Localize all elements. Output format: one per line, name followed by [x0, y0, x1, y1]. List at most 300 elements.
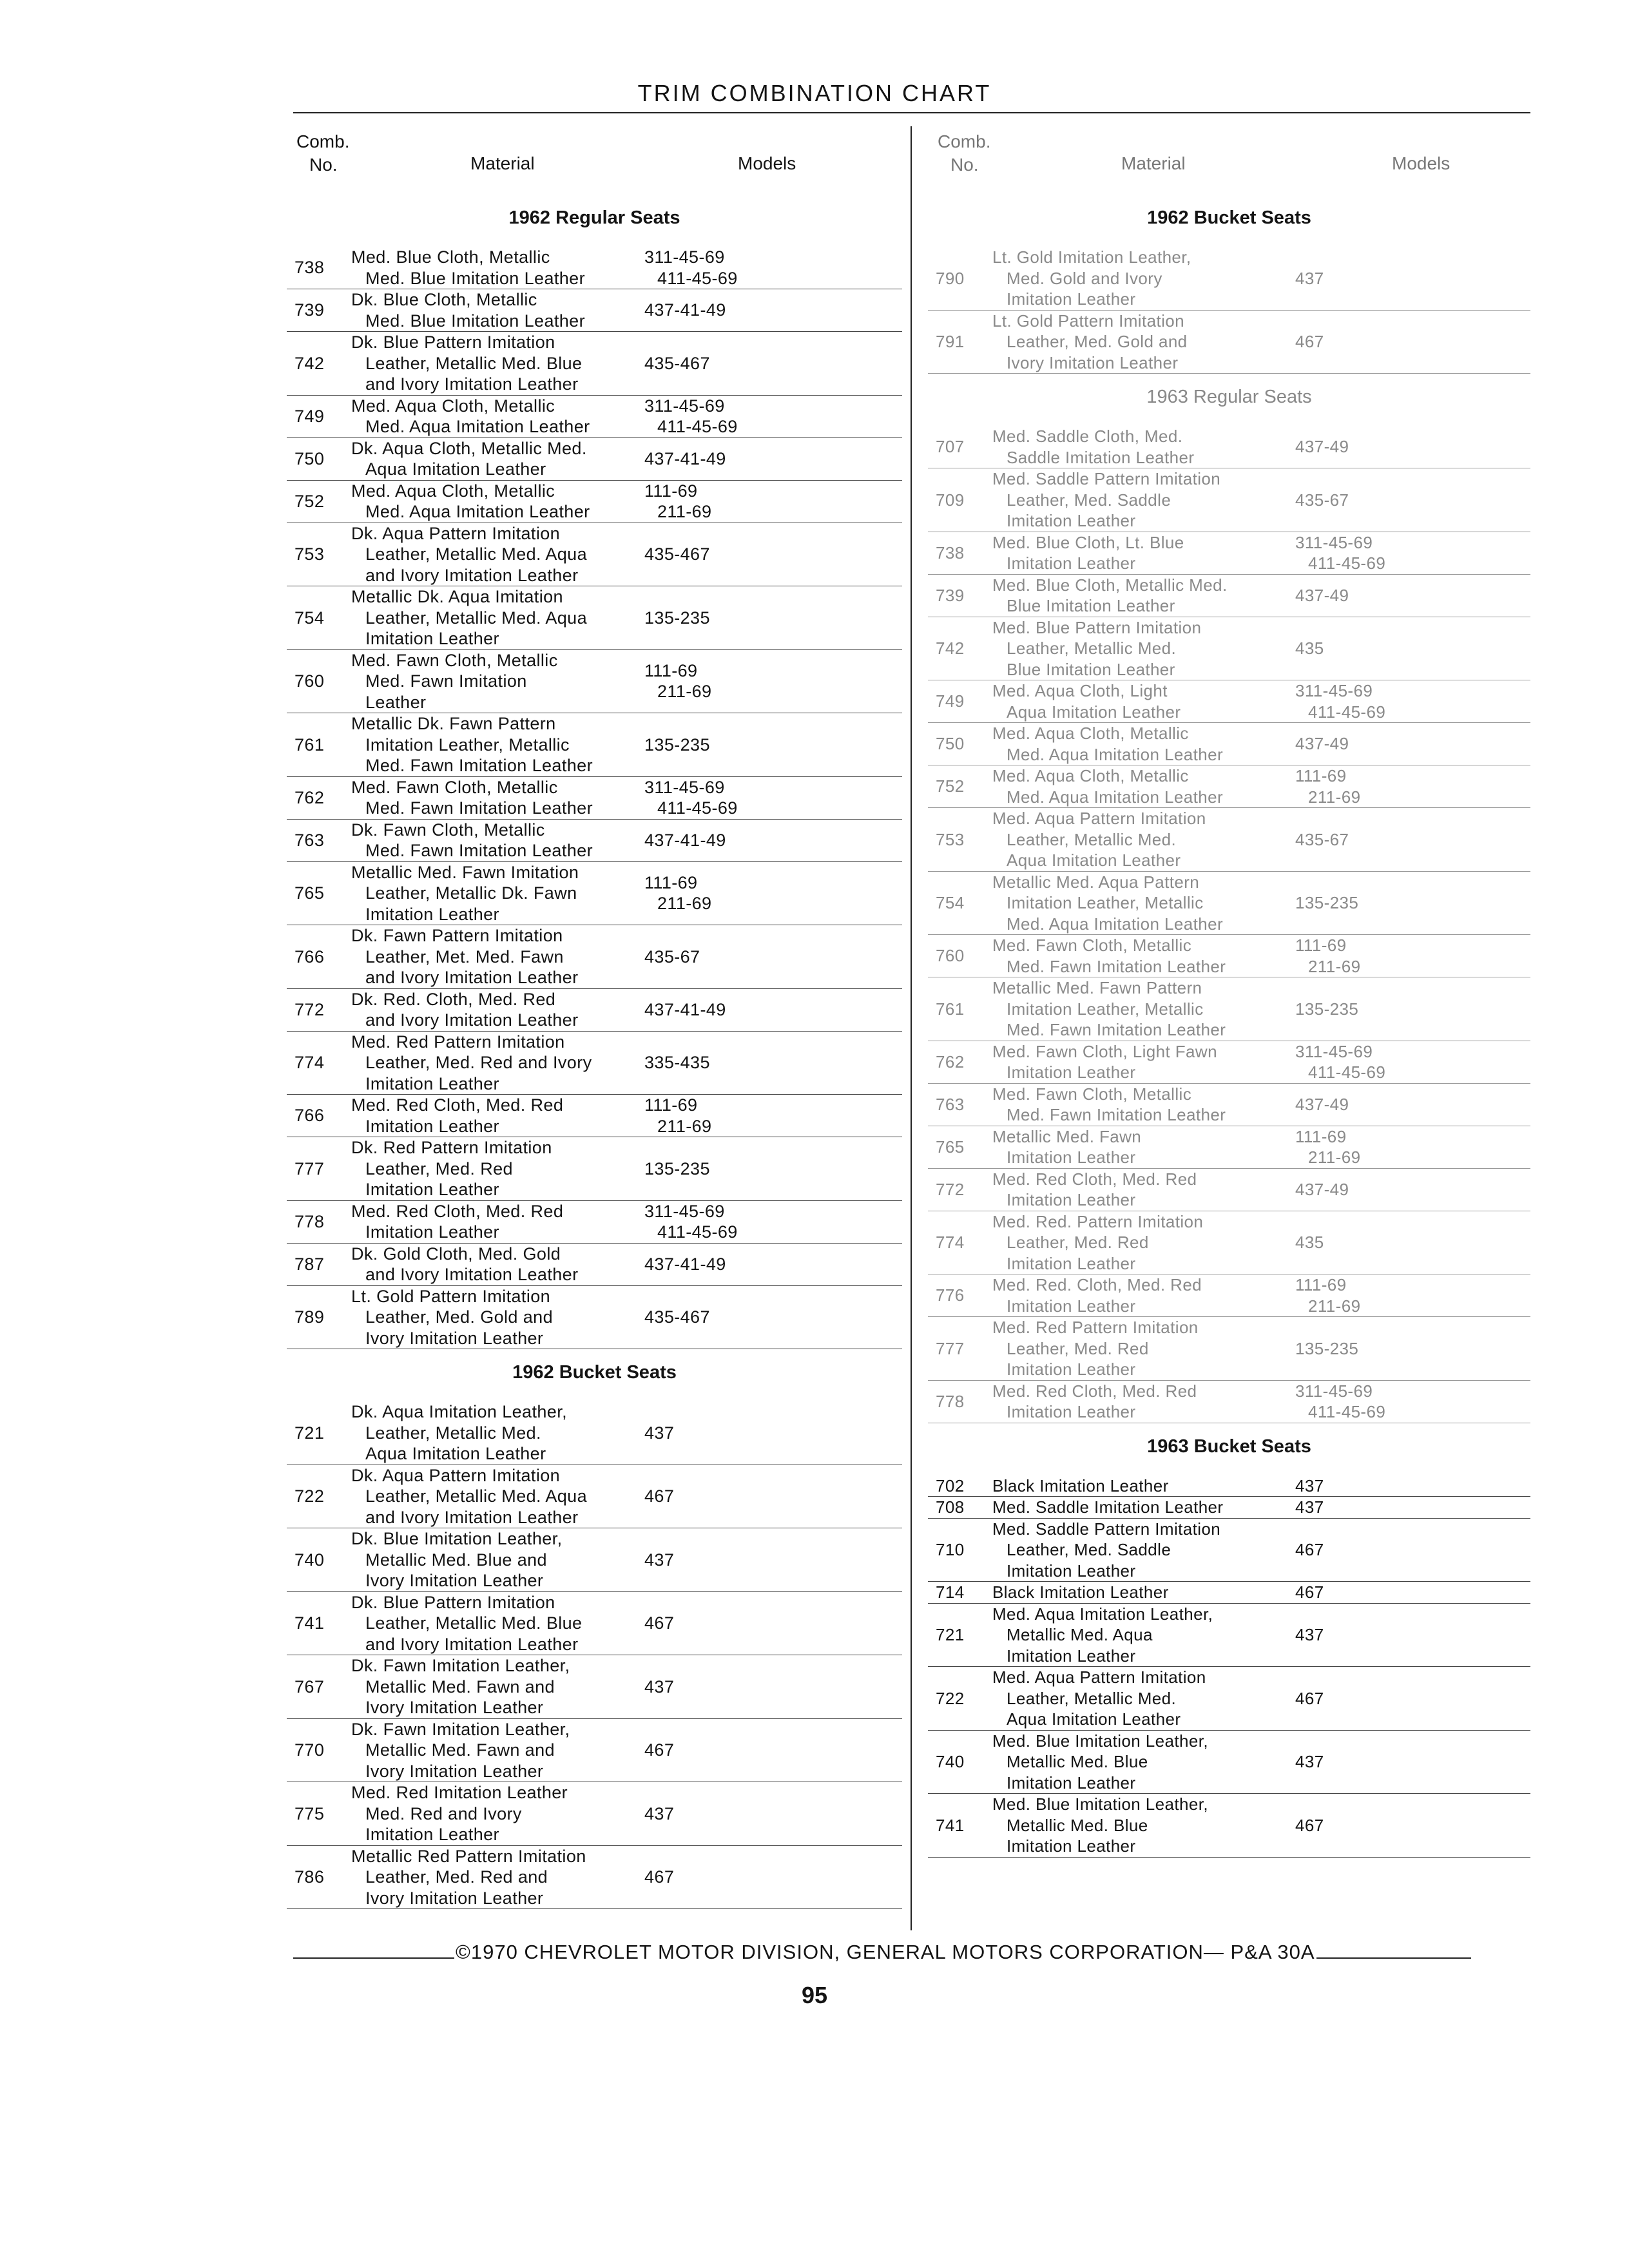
- trim-entry-row: [928, 426, 1530, 468]
- comb-number: 721: [294, 1423, 325, 1443]
- material-line: Med. Blue Cloth, Metallic: [351, 247, 550, 267]
- footer: [293, 1941, 1530, 1964]
- material-line: Med. Red Imitation Leather: [351, 1783, 568, 1802]
- material-line: Dk. Gold Cloth, Med. Gold: [351, 1244, 561, 1264]
- trim-entry-row: [928, 1274, 1530, 1317]
- comb-number: 754: [294, 608, 325, 628]
- model-code: 437: [1295, 1625, 1324, 1644]
- material-line: and Ivory Imitation Leather: [365, 1010, 579, 1030]
- comb-number: 740: [936, 1752, 965, 1771]
- material-line: Leather, Med. Saddle: [1007, 1540, 1171, 1559]
- model-code: 411-45-69: [657, 798, 738, 818]
- model-code: 437: [1295, 1497, 1324, 1517]
- material-line: Med. Red Cloth, Med. Red: [351, 1095, 564, 1115]
- material-cell: [351, 1286, 644, 1349]
- material-line: Blue Imitation Leather: [1007, 659, 1175, 679]
- models-cell: [644, 1803, 902, 1825]
- material-line: Leather, Med. Gold and: [365, 1307, 553, 1327]
- left-sections: [287, 207, 902, 1909]
- material-cell: [351, 925, 644, 988]
- material-line: Dk. Fawn Cloth, Metallic: [351, 820, 545, 840]
- material-cell: [992, 532, 1295, 574]
- material-line: Black Imitation Leather: [992, 1582, 1169, 1602]
- comb-number: 710: [936, 1540, 965, 1559]
- model-code: 111-69: [644, 872, 698, 892]
- material-line: Med. Aqua Cloth, Metallic: [992, 766, 1189, 785]
- trim-entry-row: [287, 925, 902, 989]
- material-line: Dk. Red Pattern Imitation: [351, 1138, 552, 1157]
- comb-number: 767: [294, 1677, 325, 1696]
- material-cell: [351, 1465, 644, 1528]
- material-cell: [351, 1401, 644, 1465]
- comb-number: 739: [936, 585, 965, 605]
- trim-entry-row: [287, 820, 902, 862]
- material-line: Imitation Leather: [365, 1825, 499, 1844]
- material-line: Metallic Dk. Aqua Imitation: [351, 587, 563, 606]
- material-cell: [351, 1137, 644, 1200]
- model-code: 435: [1295, 639, 1324, 658]
- right-column-header: [928, 130, 1530, 195]
- models-cell: [644, 448, 902, 470]
- material-line: Metallic Med. Fawn and: [365, 1740, 555, 1760]
- trim-entry-row: [287, 481, 902, 523]
- models-cell: [1295, 436, 1530, 457]
- models-cell: [1295, 1751, 1530, 1773]
- models-cell: [1295, 765, 1530, 807]
- model-code: 437: [644, 1803, 675, 1823]
- material-heading: Material: [470, 153, 535, 173]
- material-line: Med. Blue Pattern Imitation: [992, 617, 1202, 637]
- trim-entry-row: [928, 935, 1530, 977]
- models-cell: [644, 608, 902, 629]
- material-line: Metallic Med. Blue: [1007, 1815, 1148, 1835]
- models-cell: [644, 1677, 902, 1698]
- trim-entry-row: [287, 438, 902, 481]
- model-code: 111-69: [1295, 1126, 1347, 1146]
- model-code: 135-235: [1295, 999, 1359, 1019]
- model-code: 435-67: [1295, 829, 1349, 849]
- trim-entry-row: [928, 1084, 1530, 1126]
- material-line: Dk. Blue Pattern Imitation: [351, 332, 555, 352]
- section-title: 1962 Regular Seats: [508, 207, 680, 228]
- comb-number: 762: [936, 1052, 965, 1072]
- model-code: 311-45-69: [1295, 532, 1373, 552]
- trim-entry-row: [928, 1211, 1530, 1275]
- material-line: Med. Blue Imitation Leather,: [992, 1731, 1208, 1751]
- models-cell: [644, 1052, 902, 1073]
- comb-number: 778: [936, 1391, 965, 1411]
- material-line: and Ivory Imitation Leather: [365, 1265, 579, 1284]
- material-line: Imitation Leather: [1007, 1773, 1136, 1792]
- model-code: 411-45-69: [657, 1222, 738, 1242]
- comb-number: 739: [294, 300, 325, 320]
- material-line: Ivory Imitation Leather: [365, 1761, 544, 1781]
- material-line: Metallic Med. Aqua Pattern: [992, 872, 1200, 892]
- material-line: and Ivory Imitation Leather: [365, 1634, 579, 1654]
- material-line: Leather, Metallic Med.: [1007, 639, 1177, 658]
- model-code: 467: [644, 1486, 675, 1506]
- trim-entry-row: [287, 1719, 902, 1783]
- trim-entry-row: [287, 989, 902, 1032]
- material-cell: [992, 1667, 1295, 1730]
- material-line: Lt. Gold Pattern Imitation: [351, 1286, 551, 1306]
- model-code: 211-69: [657, 502, 712, 521]
- model-code: 111-69: [1295, 1275, 1347, 1294]
- model-code: 411-45-69: [657, 417, 738, 436]
- models-cell: [1295, 1688, 1530, 1709]
- comb-number: 753: [294, 544, 325, 564]
- material-line: Imitation Leather: [1007, 1148, 1136, 1167]
- models-cell: [644, 353, 902, 374]
- material-cell: [351, 989, 644, 1031]
- comb-number: 774: [936, 1233, 965, 1252]
- material-line: and Ivory Imitation Leather: [365, 374, 579, 394]
- right-sections: [928, 207, 1530, 1858]
- material-line: and Ivory Imitation Leather: [365, 968, 579, 987]
- trim-entry-row: [287, 1846, 902, 1910]
- material-line: Imitation Leather: [1007, 553, 1136, 573]
- material-line: Imitation Leather, Metallic: [1007, 893, 1204, 912]
- comb-number: 765: [936, 1137, 965, 1157]
- models-cell: [1295, 638, 1530, 659]
- material-cell: [992, 575, 1295, 617]
- material-line: Med. Blue Imitation Leather: [365, 311, 585, 331]
- trim-entry-row: [287, 523, 902, 587]
- comb-heading-line2: No.: [950, 155, 979, 175]
- material-line: Med. Fawn Imitation Leather: [1007, 1105, 1226, 1124]
- trim-entry-row: [928, 1519, 1530, 1582]
- material-line: Dk. Blue Cloth, Metallic: [351, 290, 537, 309]
- material-cell: [351, 1528, 644, 1591]
- material-cell: [351, 1782, 644, 1845]
- comb-number: 702: [936, 1475, 965, 1495]
- material-line: Metallic Med. Aqua: [1007, 1625, 1153, 1644]
- material-line: Med. Red and Ivory: [365, 1803, 522, 1823]
- material-cell: [992, 468, 1295, 532]
- model-code: 437-41-49: [644, 300, 726, 320]
- material-line: Metallic Med. Blue and: [365, 1550, 547, 1570]
- models-cell: [1295, 999, 1530, 1020]
- model-code: 211-69: [657, 682, 712, 702]
- material-cell: [992, 426, 1295, 468]
- model-code: 437-49: [1295, 1179, 1349, 1199]
- material-line: Med. Red Pattern Imitation: [992, 1318, 1199, 1337]
- section-title: 1962 Bucket Seats: [512, 1362, 677, 1383]
- models-cell: [644, 1158, 902, 1180]
- trim-entry-row: [287, 1286, 902, 1350]
- models-cell: [644, 947, 902, 968]
- material-cell: [351, 289, 644, 331]
- model-code: 411-45-69: [1308, 1062, 1386, 1082]
- material-line: Med. Aqua Imitation Leather: [365, 417, 590, 436]
- material-line: Imitation Leather: [1007, 1561, 1136, 1581]
- comb-number: 777: [294, 1158, 325, 1178]
- model-code: 335-435: [644, 1053, 710, 1072]
- material-line: Leather: [365, 692, 427, 712]
- models-cell: [1295, 680, 1530, 722]
- models-cell: [644, 735, 902, 756]
- models-cell: [1295, 1497, 1530, 1518]
- comb-number: 753: [936, 829, 965, 849]
- material-line: Dk. Aqua Pattern Imitation: [351, 1465, 561, 1485]
- model-code: 411-45-69: [1308, 702, 1386, 722]
- comb-number: 778: [294, 1211, 325, 1231]
- material-line: Imitation Leather: [1007, 1296, 1136, 1316]
- models-cell: [644, 396, 902, 437]
- trim-entry-row: [287, 777, 902, 820]
- trim-entry-row: [928, 723, 1530, 765]
- comb-number: 714: [936, 1582, 965, 1602]
- material-line: Med. Red. Cloth, Med. Red: [992, 1275, 1202, 1294]
- model-code: 111-69: [644, 660, 698, 680]
- model-code: 111-69: [644, 1095, 698, 1115]
- models-cell: [644, 481, 902, 523]
- material-line: Leather, Metallic Med. Aqua: [365, 608, 588, 628]
- section-title: 1963 Bucket Seats: [1147, 1436, 1311, 1457]
- models-cell: [644, 247, 902, 289]
- comb-number: 709: [936, 490, 965, 510]
- comb-number: 791: [936, 332, 965, 351]
- model-code: 435-67: [644, 947, 700, 966]
- comb-number: 750: [294, 448, 325, 468]
- material-line: Med. Aqua Cloth, Light: [992, 681, 1168, 700]
- material-line: Med. Gold and Ivory: [1007, 268, 1162, 288]
- comb-number: 752: [936, 776, 965, 796]
- comb-number: 749: [294, 406, 325, 426]
- material-cell: [992, 1084, 1295, 1126]
- models-cell: [1295, 1094, 1530, 1115]
- material-line: Ivory Imitation Leather: [365, 1328, 544, 1348]
- model-code: 437-41-49: [644, 1254, 726, 1274]
- material-line: Med. Aqua Cloth, Metallic: [351, 396, 555, 416]
- trim-entry-row: [928, 1126, 1530, 1169]
- material-cell: [351, 650, 644, 713]
- material-cell: [351, 481, 644, 523]
- comb-number: 763: [294, 830, 325, 850]
- material-line: Leather, Med. Red: [1007, 1338, 1149, 1358]
- material-cell: [992, 617, 1295, 680]
- model-code: 211-69: [1308, 1296, 1361, 1316]
- model-code: 311-45-69: [644, 396, 725, 416]
- material-line: Imitation Leather: [1007, 1402, 1136, 1421]
- material-cell: [351, 438, 644, 480]
- material-line: Med. Fawn Cloth, Metallic: [992, 936, 1192, 955]
- comb-number: 772: [936, 1179, 965, 1199]
- material-line: Med. Aqua Imitation Leather: [365, 502, 590, 521]
- material-line: Med. Fawn Cloth, Metallic: [351, 777, 558, 797]
- material-line: Imitation Leather: [1007, 1190, 1136, 1209]
- models-cell: [1295, 733, 1530, 754]
- material-line: Med. Aqua Imitation Leather,: [992, 1604, 1213, 1624]
- material-cell: [992, 977, 1295, 1041]
- comb-number: 786: [294, 1867, 325, 1887]
- model-code: 435: [1295, 1233, 1324, 1252]
- material-line: Leather, Med. Red: [365, 1158, 513, 1178]
- material-line: Dk. Aqua Cloth, Metallic Med.: [351, 438, 587, 458]
- models-cell: [644, 1423, 902, 1444]
- model-code: 435-467: [644, 1307, 710, 1327]
- material-line: Leather, Med. Gold and: [1007, 332, 1188, 351]
- model-code: 435-467: [644, 353, 710, 373]
- comb-number: 787: [294, 1254, 325, 1274]
- material-cell: [351, 862, 644, 925]
- trim-entry-row: [928, 1381, 1530, 1423]
- model-code: 467: [644, 1613, 675, 1633]
- trim-entry-row: [928, 575, 1530, 617]
- trim-entry-row: [287, 1592, 902, 1656]
- material-cell: [351, 777, 644, 819]
- trim-entry-row: [287, 1528, 902, 1592]
- material-cell: [351, 713, 644, 776]
- trim-entry-row: [287, 1032, 902, 1095]
- trim-entry-row: [287, 1095, 902, 1137]
- material-line: Med. Red. Pattern Imitation: [992, 1211, 1204, 1231]
- comb-number: 789: [294, 1307, 325, 1327]
- material-cell: [351, 247, 644, 289]
- trim-entry-row: [928, 1475, 1530, 1497]
- comb-number: 749: [936, 691, 965, 711]
- models-cell: [1295, 892, 1530, 914]
- material-line: Leather, Med. Red: [1007, 1233, 1149, 1252]
- material-line: Aqua Imitation Leather: [1007, 850, 1181, 870]
- section-title: 1963 Regular Seats: [1146, 387, 1312, 407]
- material-line: Metallic Dk. Fawn Pattern: [351, 714, 556, 733]
- models-cell: [1295, 490, 1530, 511]
- models-cell: [1295, 1338, 1530, 1360]
- model-code: 211-69: [657, 1116, 712, 1136]
- footer-rule-left: [293, 1957, 454, 1959]
- trim-entry-row: [287, 650, 902, 714]
- comb-number: 760: [294, 671, 325, 691]
- material-line: Med. Red Cloth, Med. Red: [351, 1201, 564, 1221]
- model-code: 437: [1295, 268, 1324, 288]
- material-line: Metallic Red Pattern Imitation: [351, 1846, 586, 1866]
- material-cell: [992, 1582, 1295, 1603]
- model-code: 437: [644, 1677, 675, 1696]
- material-line: Dk. Blue Pattern Imitation: [351, 1592, 555, 1612]
- material-cell: [992, 1169, 1295, 1211]
- material-line: Leather, Metallic Med. Aqua: [365, 544, 588, 564]
- models-cell: [1295, 1582, 1530, 1603]
- model-code: 437: [644, 1423, 675, 1443]
- material-cell: [992, 1317, 1295, 1380]
- models-cell: [644, 1613, 902, 1634]
- material-line: Ivory Imitation Leather: [365, 1571, 544, 1590]
- trim-entry-row: [928, 247, 1530, 311]
- material-cell: [992, 311, 1295, 374]
- comb-number: 754: [936, 893, 965, 912]
- model-code: 211-69: [1308, 1148, 1361, 1167]
- comb-number: 790: [936, 268, 965, 288]
- trim-entry-row: [928, 977, 1530, 1041]
- models-cell: [1295, 1232, 1530, 1253]
- material-line: Leather, Med. Red and: [365, 1867, 548, 1887]
- trim-entry-row: [287, 1401, 902, 1465]
- model-code: 211-69: [1308, 787, 1361, 807]
- models-cell: [644, 1254, 902, 1275]
- comb-heading-line1: Comb.: [296, 131, 350, 151]
- material-cell: [351, 586, 644, 649]
- model-code: 467: [1295, 1688, 1324, 1708]
- trim-entry-row: [287, 586, 902, 650]
- comb-number: 721: [936, 1625, 965, 1644]
- model-code: 311-45-69: [1295, 1381, 1373, 1401]
- material-line: Leather, Metallic Med.: [365, 1423, 541, 1443]
- model-code: 467: [1295, 1582, 1324, 1602]
- material-line: Dk. Blue Imitation Leather,: [351, 1529, 563, 1548]
- material-cell: [351, 820, 644, 861]
- material-line: Aqua Imitation Leather: [1007, 1709, 1181, 1729]
- material-cell: [992, 1211, 1295, 1274]
- trim-entry-row: [287, 1201, 902, 1244]
- material-line: Dk. Aqua Pattern Imitation: [351, 523, 561, 543]
- model-code: 437-49: [1295, 437, 1349, 457]
- models-cell: [644, 1867, 902, 1888]
- material-cell: [351, 1244, 644, 1285]
- material-cell: [992, 1731, 1295, 1794]
- material-line: Med. Fawn Cloth, Metallic: [992, 1084, 1192, 1104]
- material-line: Blue Imitation Leather: [1007, 596, 1175, 615]
- model-code: 467: [1295, 1815, 1324, 1835]
- material-line: Med. Saddle Imitation Leather: [992, 1497, 1224, 1517]
- material-line: Med. Saddle Cloth, Med.: [992, 427, 1183, 446]
- trim-entry-row: [928, 765, 1530, 808]
- trim-entry-row: [287, 247, 902, 289]
- trim-entry-row: [928, 1667, 1530, 1731]
- material-line: Med. Fawn Imitation Leather: [365, 756, 593, 775]
- material-line: Imitation Leather: [1007, 1360, 1136, 1379]
- comb-no-heading: [938, 130, 990, 177]
- material-cell: [992, 680, 1295, 722]
- model-code: 311-45-69: [644, 1201, 725, 1221]
- material-line: Leather, Metallic Med.: [1007, 1688, 1177, 1708]
- models-cell: [1295, 1041, 1530, 1083]
- material-cell: [992, 872, 1295, 935]
- material-line: Aqua Imitation Leather: [1007, 702, 1181, 722]
- material-line: Dk. Aqua Imitation Leather,: [351, 1402, 567, 1421]
- material-line: Med. Saddle Pattern Imitation: [992, 1519, 1221, 1539]
- models-cell: [644, 1740, 902, 1761]
- models-cell: [644, 999, 902, 1021]
- model-code: 311-45-69: [644, 777, 725, 797]
- models-cell: [644, 1095, 902, 1137]
- model-code: 437: [644, 1550, 675, 1570]
- material-line: Metallic Med. Fawn: [992, 1126, 1142, 1146]
- material-line: Med. Fawn Cloth, Metallic: [351, 650, 558, 670]
- trim-entry-row: [287, 289, 902, 332]
- material-line: Imitation Leather: [1007, 289, 1136, 309]
- model-code: 437-41-49: [644, 830, 726, 850]
- material-line: Imitation Leather: [365, 1222, 499, 1242]
- material-line: Med. Fawn Imitation Leather: [365, 798, 593, 818]
- material-line: Med. Blue Imitation Leather,: [992, 1794, 1208, 1814]
- model-code: 111-69: [644, 481, 698, 501]
- material-line: Ivory Imitation Leather: [1007, 352, 1179, 372]
- model-code: 411-45-69: [657, 268, 738, 288]
- model-code: 435-467: [644, 544, 710, 564]
- material-line: Med. Aqua Pattern Imitation: [992, 809, 1206, 828]
- comb-number: 722: [936, 1688, 965, 1708]
- material-line: Imitation Leather: [365, 904, 499, 924]
- material-cell: [992, 1497, 1295, 1518]
- trim-entry-row: [928, 1731, 1530, 1794]
- comb-number: 722: [294, 1486, 325, 1506]
- model-code: 135-235: [644, 735, 710, 754]
- comb-number: 750: [936, 734, 965, 754]
- comb-number: 763: [936, 1094, 965, 1114]
- material-cell: [992, 1519, 1295, 1582]
- model-code: 437-49: [1295, 585, 1349, 605]
